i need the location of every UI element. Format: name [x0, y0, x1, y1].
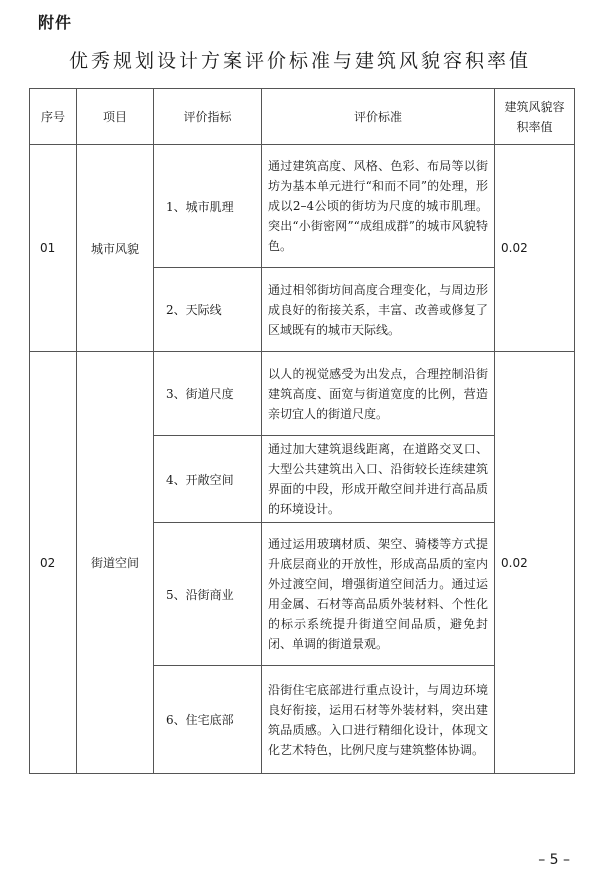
- group-no: 01: [30, 145, 77, 352]
- header-indicator: 评价指标: [154, 89, 262, 145]
- indicator-cell: 4、开敞空间: [154, 436, 262, 523]
- header-standard: 评价标准: [262, 89, 495, 145]
- table-row: [30, 352, 575, 436]
- evaluation-table: [29, 88, 575, 774]
- standard-cell: 通过运用玻璃材质、架空、骑楼等方式提升底层商业的开放性，形成高品质的室内外过渡空间，增强街道空间活力。通过运用金属、石材等高品质外装材料、个性化的标示系统提升街道空间品质，避免封闭、单调的街道景观。: [262, 523, 495, 666]
- header-ratio: 建筑风貌容积率值: [495, 89, 575, 145]
- group-no: 02: [30, 352, 77, 774]
- standard-cell: 以人的视觉感受为出发点，合理控制沿街建筑高度、面宽与街道宽度的比例，营造亲切宜人的街道尺度。: [262, 352, 495, 436]
- indicator-cell: 2、天际线: [154, 268, 262, 352]
- standard-cell: 通过加大建筑退线距离，在道路交叉口、大型公共建筑出入口、沿街较长连续建筑界面的中段，形成开敞空间并进行高品质的环境设计。: [262, 436, 495, 523]
- header-no: 序号: [30, 89, 77, 145]
- indicator-cell: 3、街道尺度: [154, 352, 262, 436]
- document-title: 优秀规划设计方案评价标准与建筑风貌容积率值: [68, 50, 531, 72]
- group-item: 街道空间: [77, 352, 154, 774]
- table-row: [30, 145, 575, 268]
- standard-cell: 沿街住宅底部进行重点设计，与周边环境良好衔接，运用石材等外装材料，突出建筑品质感。入口进行精细化设计，体现文化艺术特色，比例尺度与建筑整体协调。: [262, 666, 495, 774]
- table-header-row: [30, 89, 575, 145]
- page-number: – 5 –: [538, 852, 570, 868]
- indicator-cell: 5、沿街商业: [154, 523, 262, 666]
- header-item: 项目: [77, 89, 154, 145]
- standard-cell: 通过建筑高度、风格、色彩、布局等以街坊为基本单元进行“和而不同”的处理，形成以2–4公顷的街坊为尺度的城市肌理。突出“小街密网”“成组成群”的城市风貌特色。: [262, 145, 495, 268]
- standard-cell: 通过相邻街坊间高度合理变化，与周边形成良好的衔接关系，丰富、改善或修复了区域既有的城市天际线。: [262, 268, 495, 352]
- group-ratio: 0.02: [495, 145, 575, 352]
- group-item: 城市风貌: [77, 145, 154, 352]
- indicator-cell: 6、住宅底部: [154, 666, 262, 774]
- indicator-cell: 1、城市肌理: [154, 145, 262, 268]
- annex-label: 附件: [38, 13, 73, 32]
- group-ratio: 0.02: [495, 352, 575, 774]
